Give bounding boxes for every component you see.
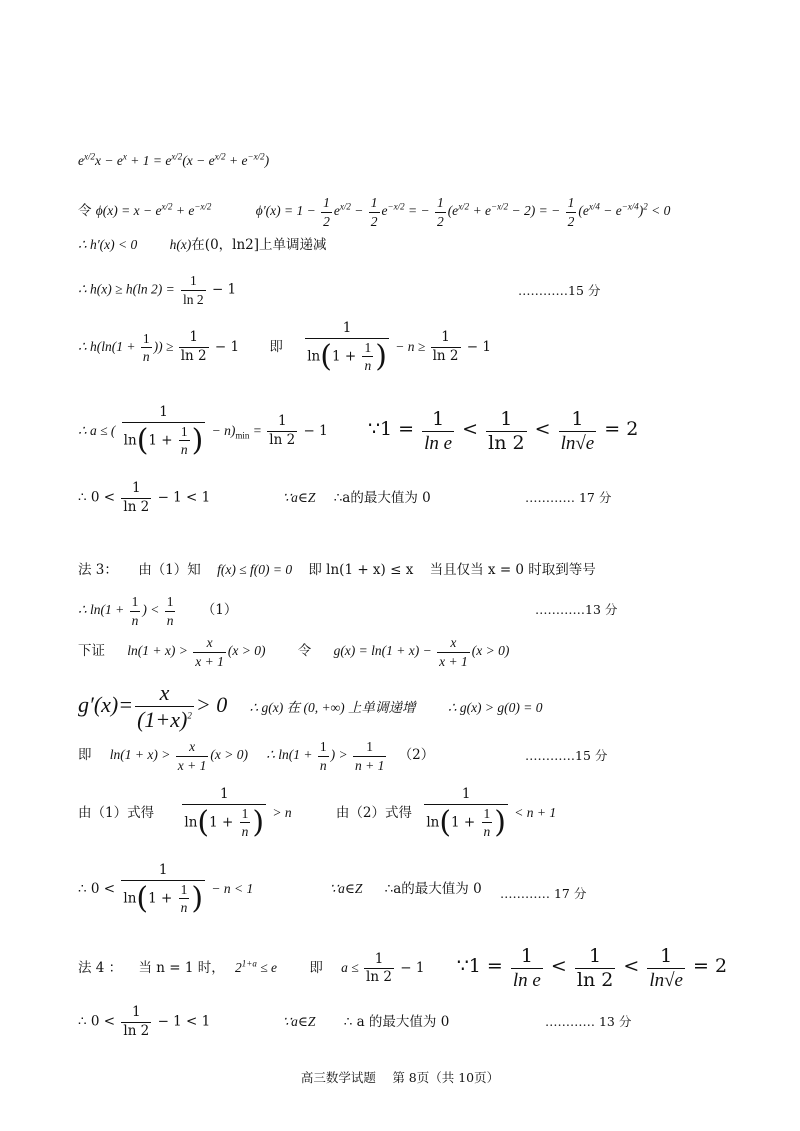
combine-line: 由（1）式得 1 ln(1 + $\frac{1}{n}$ ) > n 由（2）式得 1 ln(1 + $\frac{1}{n}$ ) < n + 1 <box>78 786 557 840</box>
equation-line-5: ∴ h(ln(1 + $\frac{1}{n}$ )) ≥ $\frac{1}{\ln 2}$ − 1 即 1 ln(1 + $\frac{1}{n}$ ) − n ≥ $\frac{1}{\ln 2}$ − 1 <box>78 320 491 374</box>
method-3-line: 法 3： 由（1）知 f(x) ≤ f(0) = 0 即 ln(1 + x) ≤ x 当且仅当 x = 0 时取到等号 <box>78 562 596 578</box>
ling-label: 令 <box>78 203 92 220</box>
equation-line-2: 令 $\phi(x) = x - e^{x/2} + e^{-x/2}$ ϕ′(x) = 1 − $\frac{1}{2}$ $e^{x/2}$ − $\frac{1}{2}$ $e^{-x/2}$ = − $\frac{1}{2}$ $(e^{x/2} + e^{-x/2} - 2)$ = − $\frac{1}{2}$ $(e^{x/4} - e^{-x/4})^2 < 0$ <box>78 195 671 229</box>
equation-line-7: ∴ 0 < $\frac{1}{\ln 2}$ − 1 < 1 ∵a∈Z ∴a的最大值为 0 <box>78 480 431 515</box>
final-line: ∴ 0 < $\frac{1}{\ln 2}$ − 1 < 1 ∵a∈Z ∴ a 的最大值为 0 <box>78 1004 450 1039</box>
ineq-2-line: 即 ln(1 + x) > $\frac{x}{x + 1}$ (x > 0) ∴ ln(1 + $\frac{1}{n}$ ) > $\frac{1}{n + 1}$ （2） <box>78 739 435 773</box>
result-line: ∴ 0 < 1 ln(1 + $\frac{1}{n}$ ) − n < 1 ∵a∈Z ∴a的最大值为 0 <box>78 862 482 916</box>
page-footer: 高三数学试题 第 8页（共 10页） <box>300 1070 500 1085</box>
equation-line-6: ∴ a ≤ ( 1 ln(1 + $\frac{1}{n}$ ) − $n)_{min}$ = $\frac{1}{\ln 2}$ − 1 ∵1 = $\frac{1}{\text{ln e}}$ < $\frac{1}{\ln 2}$ < $\frac{1}{\ln√e}$ = 2 <box>78 404 639 458</box>
equation-line-3: ∴ h′(x) < 0 h(x)在(0，ln2]上单调递减 <box>78 237 327 253</box>
score-15-b: …………15 分 <box>525 748 608 763</box>
method-4-line: 法 4 ： 当 n = 1 时， $2^{1+a} \le e$ 即 a ≤ $\frac{1}{\ln 2}$ − 1 ∵1 = $\frac{1}{\text{ln e}}$ < $\frac{1}{\ln 2}$ < $\frac{1}{\ln√e}$ = 2 <box>78 945 728 991</box>
score-13-a: …………13 分 <box>535 602 618 617</box>
ineq-1-line: ∴ ln(1 + $\frac{1}{n}$ ) < $\frac{1}{n}$ （1） <box>78 594 238 628</box>
score-17-b: ………… 17 分 <box>500 886 587 901</box>
derivative-line: g′(x)= $\frac{x}{(1+x)^2}$ > 0 ∴ g(x) 在 (0, +∞) 上单调递增 ∴ g(x) > g(0) = 0 <box>78 680 543 732</box>
score-17-a: ………… 17 分 <box>525 490 612 505</box>
score-13-b: ………… 13 分 <box>545 1014 632 1029</box>
equation-line-1: $e^{x/2}x - e^x + 1 = e^{x/2}(x - e^{x/2} + e^{-x/2})$ <box>78 151 270 168</box>
equation-line-4: ∴ h(x) ≥ h(ln 2) = $\frac{1}{\ln 2}$ − 1 <box>78 273 237 307</box>
score-15-a: …………15 分 <box>518 283 601 298</box>
prove-line: 下证 ln(1 + x) > $\frac{x}{x + 1}$ (x > 0) 令 g(x) = ln(1 + x) − $\frac{x}{x + 1}$ (x > 0) <box>78 635 510 669</box>
